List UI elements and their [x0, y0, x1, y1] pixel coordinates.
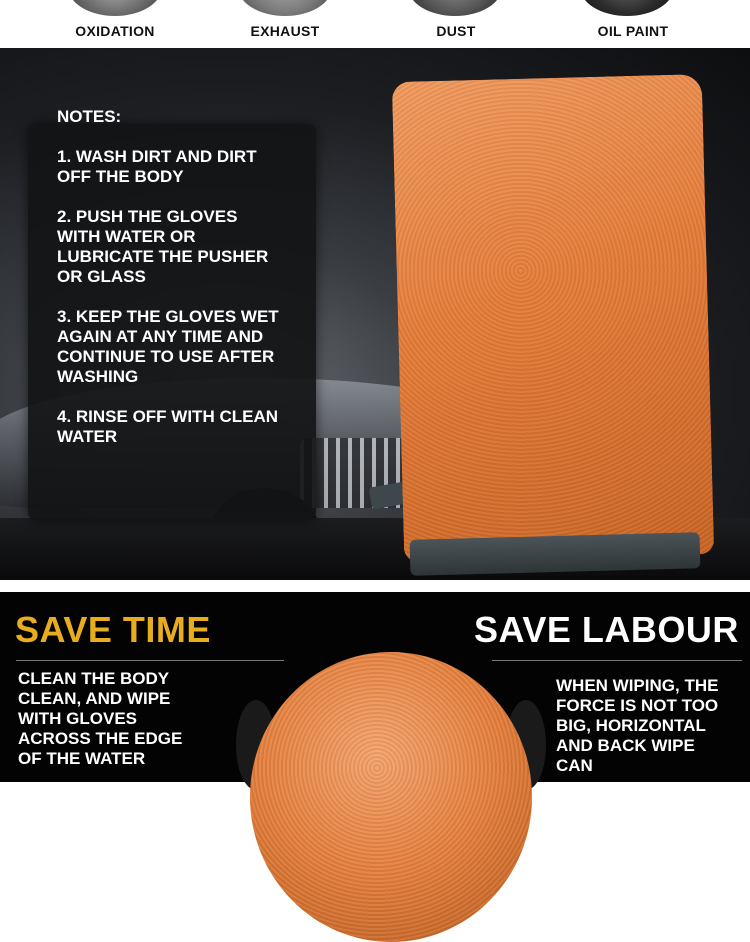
save-labour-title: SAVE LABOUR [474, 609, 739, 650]
save-labour-text: WHEN WIPING, THE FORCE IS NOT TOO BIG, HORIZONTAL AND BACK WIPE CAN [556, 676, 719, 775]
note-item-1: 1. WASH DIRT AND DIRT OFF THE BODY [57, 147, 257, 186]
section-divider [0, 580, 750, 592]
orange-glove-closeup [250, 652, 532, 942]
note-item-3: 3. KEEP THE GLOVES WET AGAIN AT ANY TIME AND CONTINUE TO USE AFTER WASHING [57, 307, 279, 386]
note-item-2: 2. PUSH THE GLOVES WITH WATER OR LUBRICATE THE PUSHER OR GLASS [57, 207, 269, 286]
note-item-4: 4. RINSE OFF WITH CLEAN WATER [57, 407, 278, 446]
save-time-divider [16, 660, 284, 661]
save-labour-divider [492, 660, 742, 661]
oil-paint-image [580, 0, 674, 16]
notes-list [57, 107, 307, 467]
problem-strip [0, 0, 750, 48]
notes-heading: NOTES: [57, 107, 122, 126]
orange-glove-image [392, 74, 714, 562]
save-time-text: CLEAN THE BODY CLEAN, AND WIPE WITH GLOVES ACROSS THE EDGE OF THE WATER [18, 669, 183, 768]
exhaust-image [238, 0, 332, 16]
oxidation-image [68, 0, 162, 16]
oil-paint-label: OIL PAINT [597, 23, 669, 39]
save-time-title: SAVE TIME [15, 609, 211, 650]
dust-label: DUST [436, 23, 476, 39]
exhaust-label: EXHAUST [250, 23, 320, 39]
dust-image [408, 0, 502, 16]
oxidation-label: OXIDATION [75, 23, 155, 39]
glove-cuff [410, 532, 701, 576]
